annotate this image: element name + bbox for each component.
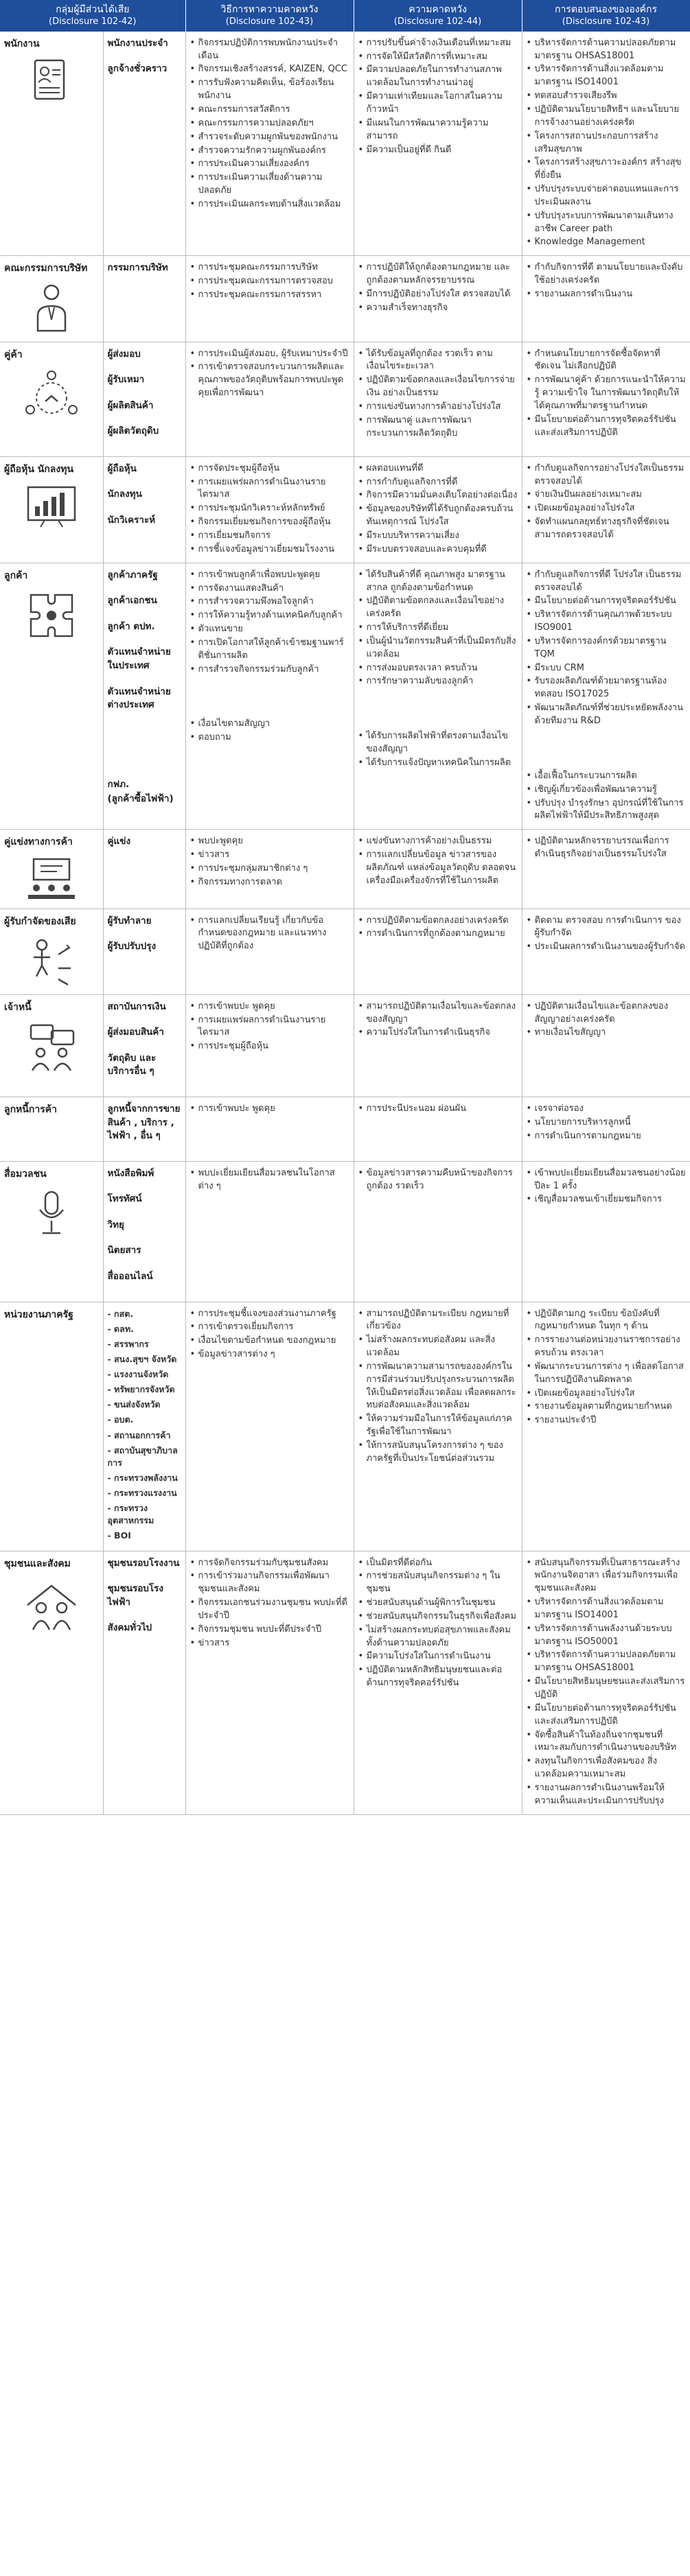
list-item: • เงื่อนไขตามข้อกำหนด ของกฎหมาย [190, 1335, 349, 1348]
list-item: • ได้รับสินค้าที่ดี คุณภาพสูง มาตรฐานสากล ถูกต้องตามข้อกำหนด [358, 569, 518, 595]
list-item: • การกำกับดูแลกิจการที่ดี [358, 476, 518, 489]
subgroup-cell [103, 830, 185, 909]
method-cell [185, 1161, 354, 1302]
list-item: • ไม่สร้างผลกระทบต่อสังคม และสิ่งแวดล้อม [358, 1334, 518, 1360]
list-item: • การปฏิบัติให้ถูกต้องตามกฎหมาย และถูกต้องตามหลักจรรยาบรรณ [358, 261, 518, 288]
subgroup-name: (ลูกค้าซื้อไฟฟ้า) [107, 793, 174, 805]
agency-item: - ทรัพยากรจังหวัด [107, 1384, 175, 1395]
list-item: • บริหารจัดการด้านสิ่งแวดล้อมตามมาตรฐาน ISO14001 [527, 1596, 687, 1622]
method-cell [185, 1551, 354, 1814]
subgroup-name: ผู้ส่งมอบสินค้า [107, 1027, 164, 1038]
table-row [0, 563, 690, 830]
agency-item: - ดลท. [107, 1323, 134, 1334]
subgroup-name: ผู้รับเหมา [107, 374, 145, 386]
subgroup-name: ลูกจ้างชั่วคราว [107, 63, 168, 75]
stakeholder-group-name: ชุมชนและสังคม [4, 1558, 71, 1569]
subgroup-name: ลูกค้า ตปท. [107, 620, 155, 632]
stakeholder-group-cell [0, 32, 103, 256]
list-item: • ผลตอบแทนที่ดี [358, 462, 518, 476]
list-item: • การเข้าตรวจสอบกระบวนการผลิตและ คุณภาพของวัตถุดิบพร้อมการพบปะพูดคุยเพื่อการพัฒนา [190, 361, 349, 400]
subgroup-cell [103, 994, 185, 1097]
list-item: • ปฏิบัติตามเงื่อนไขและข้อตกลงของสัญญาอย่างเคร่งครัด [527, 1000, 687, 1027]
list-item: • พบปะพูดคุย [190, 835, 349, 848]
business-partners-icon [4, 367, 99, 429]
list-item: • รายงานผลการดำเนินงาน [527, 288, 687, 301]
stakeholder-group-cell [0, 909, 103, 994]
method-cell [185, 456, 354, 563]
list-item: • การประชุมผู้ถือหุ้น [190, 1040, 349, 1053]
subgroup-name: ผู้รับปรับปรุง [107, 941, 157, 952]
list-item: • มีนโยบายต่อต้านการทุจริตคอร์รัปชัน และส่งเสริมการปฏิบัติ [527, 414, 687, 440]
expectation-cell [354, 1097, 522, 1162]
stakeholder-group-cell [0, 456, 103, 563]
subgroup-name: วิทยุ [107, 1219, 124, 1230]
customer-puzzle-icon [4, 588, 99, 643]
list-item: • มีนโยบายต่อต้านการทุจริตคอร์รัปชัน [527, 595, 687, 608]
list-item: • รายงานข้อมูลตามที่กฎหมายกำหนด [527, 1401, 687, 1414]
list-item: • มีความโปร่งใสในการดำเนินงาน [358, 1650, 518, 1663]
subgroup-name: ลูกค้าเอกชน [107, 595, 157, 607]
stakeholder-group-cell [0, 1161, 103, 1302]
response-cell [522, 456, 690, 563]
list-item: • ข้อมูลข่าวสารความคืบหน้าของกิจการ ถูกต้อง รวดเร็ว [358, 1167, 518, 1193]
agency-item: - สรรพากร [107, 1338, 149, 1349]
expectation-cell [354, 563, 522, 830]
list-item: • สำรวจระดับความผูกพันของพนักงาน [190, 131, 349, 144]
list-item: • การเยี่ยมชมกิจการ [190, 530, 349, 543]
expectation-cell [354, 342, 522, 456]
list-item: • ให้การสนับสนุนโครงการต่าง ๆ ของภาครัฐที่เป็นประโยชน์ต่อส่วนรวม [358, 1440, 518, 1466]
list-item: • การส่งมอบตรงเวลา ครบถ้วน [358, 662, 518, 675]
table-row [0, 909, 690, 994]
response-cell [522, 1097, 690, 1162]
list-item: • การจัดกิจกรรมร่วมกับชุมชนสังคม [190, 1557, 349, 1570]
list-item: • การแลกเปลี่ยนเรียนรู้ เกี่ยวกับข้อกำหนดของกฎหมาย และแนวทางปฏิบัติที่ถูกต้อง [190, 915, 349, 954]
list-item: • ปฏิบัติตามข้อตกลงและเงื่อนไขการจ่ายเงิน อย่างเป็นธรรม [358, 374, 518, 400]
list-item: • กำกับดูแลกิจการอย่างโปร่งใสเป็นธรรม ตรวจสอบได้ [527, 462, 687, 489]
table-row [0, 342, 690, 456]
header-response: การตอบสนองขององค์กร (Disclosure 102-43) [522, 0, 690, 32]
agency-item: - กระทรวงแรงงาน [107, 1488, 177, 1499]
agency-item: - BOI [107, 1530, 131, 1541]
list-item: • ได้รับการแจ้งปัญหาเทคนิคในการผลิต [358, 757, 518, 770]
table-row [0, 1161, 690, 1302]
list-item: • การดำเนินการตามกฎหมาย [527, 1130, 687, 1143]
list-item: • การเผยแพร่ผลการดำเนินงานรายไตรมาส [190, 1014, 349, 1040]
list-item: • ข่าวสาร [190, 1637, 349, 1650]
method-cell [185, 342, 354, 456]
subgroup-cell [103, 256, 185, 342]
list-item: • มีความปลอดภัยในการทำงานสภาพแวดล้อมในการทำงานน่าอยู่ [358, 64, 518, 90]
list-item: • ให้ความร่วมมือในการให้ข้อมูลแก่ภาครัฐเพื่อใช้ในการพัฒนา [358, 1413, 518, 1439]
list-item: • ปฏิบัติตามหลักสิทธิมนุษยชนและต่อต้านการทุจริตคอร์รัปชัน [358, 1664, 518, 1690]
list-item: • การประชุมคณะกรรมการตรวจสอบ [190, 275, 349, 288]
list-item: • จ่ายเงินปันผลอย่างเหมาะสม [527, 489, 687, 502]
stakeholder-group-name: คู่แข่งทางการค้า [4, 836, 73, 848]
list-item: • บริหารจัดการด้านคุณภาพด้วยระบบ ISO9001 [527, 609, 687, 635]
list-item: • ช่วยสนับสนุนด้านผู้พิการในชุมชน [358, 1597, 518, 1610]
stakeholder-group-cell [0, 994, 103, 1097]
list-item: • มีการปฏิบัติอย่างโปร่งใส ตรวจสอบได้ [358, 288, 518, 301]
list-item: • ปรับปรุงระบบการพัฒนาตามเส้นทางอาชีพ Career path [527, 210, 687, 236]
list-item: • ติดตาม ตรวจสอบ การดำเนินการ ของผู้รับกำจัด [527, 915, 687, 941]
list-item: • เปิดเผยข้อมูลอย่างโปร่งใส [527, 502, 687, 515]
method-cell [185, 32, 354, 256]
expectation-cell [354, 1302, 522, 1551]
list-item: • ประเมินผลการดำเนินงานของผู้รับกำจัด [527, 941, 687, 954]
list-item: • รายงานประจำปี [527, 1414, 687, 1427]
response-cell [522, 1161, 690, 1302]
list-item: • การพัฒนาความสามารถขององค์กรในการมีส่วนร่วมปรับปรุงกระบวนการผลิตให้เป็นมิตรต่อสิ่งแวดล้อม เพื่อลดผลกระทบต่อสังคมและสิ่งแวดล้อม [358, 1361, 518, 1412]
list-item: • ข้อมูลของบริษัทที่ได้รับถูกต้องครบถ้วน ทันเหตุการณ์ โปร่งใส [358, 503, 518, 529]
list-item: • กิจกรรมปฏิบัติการพบพนักงานประจำเดือน [190, 37, 349, 63]
list-item: • มีระบบตรวจสอบและควบคุมที่ดี [358, 543, 518, 557]
list-item: • การให้บริการที่ดีเยี่ยม [358, 622, 518, 635]
subgroup-cell [103, 1551, 185, 1814]
subgroup-name: สถาบันการเงิน [107, 1000, 166, 1012]
waste-recycle-icon [4, 934, 99, 989]
stakeholder-group-name: คณะกรรมการบริษัท [4, 263, 88, 274]
expectation-cell [354, 994, 522, 1097]
list-item: • ปฏิบัติตามข้อตกลงและเงื่อนไขอย่างเคร่งครัด [358, 595, 518, 621]
subgroup-name: สังคมทั่วไป [107, 1622, 152, 1634]
expectation-cell [354, 1551, 522, 1814]
list-item: • เอื้อเฟื้อในกระบวนการผลิต [527, 770, 687, 783]
method-cell [185, 1302, 354, 1551]
list-item: • จัดซื้อสินค้าในท้องถิ่นจากชุมชนที่เหมาะสมกับการดำเนินงานของบริษัท [527, 1729, 687, 1755]
list-item: • ปฏิบัติตามหลักจรรยาบรรณเพื่อการดำเนินธุรกิจอย่างเป็นธรรมโปร่งใส [527, 835, 687, 861]
list-item: • ไม่สร้างผลกระทบต่อสุขภาพและสังคม ทั้งด้านความปลอดภัย [358, 1624, 518, 1650]
list-item: • ข่าวสาร [190, 849, 349, 862]
list-item: • บริหารจัดการด้านพลังงานด้วยระบบมาตรฐาน ISO50001 [527, 1623, 687, 1649]
list-item: • ช่วยสนับสนุนกิจกรรมในธุรกิจเพื่อสังคม [358, 1611, 518, 1624]
subgroup-name: ชุมชนรอบโรงงาน [107, 1557, 180, 1569]
list-item: • สามารถปฏิบัติตามเงื่อนไขและข้อตกลงของสัญญา [358, 1000, 518, 1027]
list-item: • สำรวจความรักความผูกพันองค์กร [190, 145, 349, 158]
response-cell [522, 994, 690, 1097]
list-item: • โครงการสถานประกอบการสร้างเสริมสุขภาพ [527, 130, 687, 156]
list-item: • ความสำเร็จทางธุรกิจ [358, 302, 518, 315]
list-item: • มีระบบ CRM [527, 662, 687, 675]
table-row [0, 256, 690, 342]
subgroup-cell [103, 456, 185, 563]
list-item: • กิจการมีความมั่นคงเติบโตอย่างต่อเนื่อง [358, 489, 518, 502]
stakeholder-group-name: ผู้รับกำจัดของเสีย [4, 915, 76, 927]
subgroup-name: หนังสือพิมพ์ [107, 1167, 154, 1179]
list-item: • การประเมินความเสี่ยงองค์กร [190, 158, 349, 171]
subgroup-name: โทรทัศน์ [107, 1193, 142, 1205]
list-item: • การแลกเปลี่ยนข้อมูล ข่าวสารของผลิตภัณฑ์ แหล่งข้อมูลวัตถุดิบ ตลอดจนเครื่องมือเครื่องจักรที่ใช้ในการผลิต [358, 849, 518, 888]
response-cell [522, 1551, 690, 1814]
list-item: • เจรจาต่อรอง [527, 1103, 687, 1116]
method-cell [185, 1097, 354, 1162]
method-cell [185, 830, 354, 909]
list-item: • การแข่งขันทางการค้าอย่างโปร่งใส [358, 401, 518, 414]
response-cell [522, 342, 690, 456]
expectation-cell [354, 456, 522, 563]
list-item: • การประนีประนอม ผ่อนผัน [358, 1103, 518, 1116]
stakeholder-group-name: สื่อมวลชน [4, 1168, 47, 1180]
list-item: • พบปะเยี่ยมเยียนสื่อมวลชนในโอกาส ต่าง ๆ [190, 1167, 349, 1193]
list-item: • มีความเท่าเทียมและโอกาสในความก้าวหน้า [358, 91, 518, 117]
stakeholder-group-cell [0, 563, 103, 830]
list-item: • การประเมินผลกระทบด้านสิ่งแวดล้อม [190, 198, 349, 211]
expectation-cell [354, 256, 522, 342]
list-item: • การเข้าร่วมงานกิจกรรมเพื่อพัฒนาชุมชนและสังคม [190, 1570, 349, 1596]
agency-item: - สถานอกการค้า [107, 1429, 171, 1440]
subgroup-name: คู่แข่ง [107, 836, 131, 847]
response-cell [522, 256, 690, 342]
list-item: • มีแผนในการพัฒนาความรู้ความสามารถ [358, 117, 518, 143]
list-item: • รับรองผลิตภัณฑ์ด้วยมาตรฐานห้องทดสอบ ISO17025 [527, 675, 687, 701]
list-item: • การชี้แจงข้อมูลข่าวเยี่ยมชมโรงงาน [190, 543, 349, 557]
subgroup-cell [103, 342, 185, 456]
header-stakeholder-group: กลุ่มผู้มีส่วนได้เสีย (Disclosure 102-42) [0, 0, 185, 32]
list-item: • กำกับดูแลกิจการที่ดี โปร่งใส เป็นธรรม ตรวจสอบได้ [527, 569, 687, 595]
board-director-icon [4, 281, 99, 336]
subgroup-name: นิตยสาร [107, 1245, 141, 1256]
list-item: • การประชุมคณะกรรมการสรรหา [190, 289, 349, 302]
list-item: • การสำรวจกิจกรรมร่วมกับลูกค้า [190, 664, 349, 677]
list-item: • การประเมินความเสี่ยงด้านความปลอดภัย [190, 172, 349, 198]
expectation-cell [354, 909, 522, 994]
list-item: • การจัดงานแสดงสินค้า [190, 583, 349, 596]
list-item: • ทดสอบสำรวจเสียงรีพ [527, 90, 687, 103]
list-item: • Knowledge Management [527, 236, 687, 249]
list-item: • การพัฒนาคู่ และการพัฒนากระบวนการผลิตวัตถุดิบ [358, 414, 518, 441]
subgroup-name: ตัวแทนจำหน่ายในประเทศ [107, 646, 171, 671]
agency-item: - แรงงานจังหวัด [107, 1369, 169, 1380]
list-item: • การปฏิบัติตามข้อตกลงอย่างเคร่งครัด [358, 915, 518, 928]
list-item: • ได้รับข้อมูลที่ถูกต้อง รวดเร็ว ตามเงื่อนไขระยะเวลา [358, 348, 518, 374]
subgroup-name: ผู้ส่งมอบ [107, 348, 141, 360]
list-item: • มีนโยบายสิทธิมนุษยชนและส่งเสริมการปฏิบัติ [527, 1676, 687, 1702]
list-item: • การจัดให้มีสวัสดิการที่เหมาะสม [358, 51, 518, 64]
method-cell [185, 563, 354, 830]
list-item: • นโยบายการบริหารลูกหนี้ [527, 1116, 687, 1129]
list-item: • เป็นมิตรที่ดีต่อกัน [358, 1557, 518, 1570]
list-item: • เปิดเผยข้อมูลอย่างโปร่งใส [527, 1387, 687, 1401]
list-item: • พัฒนาผลิตภัณฑ์ที่ช่วยประหยัดพลังงานด้วยทีมงาน R&D [527, 702, 687, 728]
subgroup-name: ผู้รับทำลาย [107, 915, 152, 926]
employee-document-icon [4, 56, 99, 104]
list-item: • พัฒนากระบวนการต่าง ๆ เพื่อลดโอกาสในการปฏิบัติงานผิดพลาด [527, 1361, 687, 1387]
subgroup-cell [103, 1097, 185, 1162]
list-item: • การพัฒนาคู่ค้า ด้วยการแนะนำให้ความรู้ ความเข้าใจ ในการพัฒนาวัตถุดิบให้ได้คุณภาพที่มาตรฐานกำหนด [527, 374, 687, 413]
agency-item: - กสต. [107, 1308, 134, 1319]
list-item: • สามารถปฏิบัติตามระเบียบ กฎหมายที่เกี่ยวข้อง [358, 1308, 518, 1334]
list-item: • โครงการสร้างสุขภาวะองค์กร สร้างสุขที่ยั่งยืน [527, 156, 687, 183]
expectation-cell [354, 1161, 522, 1302]
list-item: • การจัดประชุมผู้ถือหุ้น [190, 462, 349, 476]
list-item: • รายงานผลการดำเนินงานพร้อมให้ความเห็นและประเมินการปรับปรุง [527, 1782, 687, 1808]
table-row [0, 1097, 690, 1162]
list-item: • การดำเนินการที่ถูกต้องตามกฎหมาย [358, 928, 518, 941]
stakeholder-group-cell [0, 1551, 103, 1814]
method-cell [185, 994, 354, 1097]
stakeholder-group-name: หน่วยงานภาครัฐ [4, 1309, 73, 1320]
stakeholder-group-cell [0, 1302, 103, 1551]
list-item: • การประชุมชี้แจงของส่วนงานภาครัฐ [190, 1308, 349, 1321]
list-item: • การรับฟังความคิดเห็น, ข้อร้องเรียนพนักงาน [190, 77, 349, 103]
list-item: • การเข้าตรวจเยี่ยมกิจการ [190, 1321, 349, 1334]
list-item: • การเข้าพบปะ พูดคุย [190, 1000, 349, 1014]
response-cell [522, 1302, 690, 1551]
stakeholder-group-name: ลูกหนี้การค้า [4, 1104, 57, 1116]
expectation-cell [354, 830, 522, 909]
stakeholder-group-cell [0, 256, 103, 342]
list-item: • การประชุมกลุ่มสมาชิกต่าง ๆ [190, 863, 349, 876]
list-item: • คณะกรรมการความปลอดภัยฯ [190, 117, 349, 130]
response-cell [522, 563, 690, 830]
agency-item: - สนง.สุขฯ จังหวัด [107, 1353, 177, 1364]
subgroup-name: ลูกหนี้จากการขายสินค้า , บริการ , ไฟฟ้า , อื่น ๆ [107, 1103, 181, 1142]
list-item: • เชิญสื่อมวลชนเข้าเยี่ยมชมกิจการ [527, 1193, 687, 1206]
list-item: • การให้ความรู้ทางด้านเทคนิคกับลูกค้า [190, 609, 349, 622]
table-row [0, 994, 690, 1097]
stakeholder-group-name: พนักงาน [4, 38, 40, 49]
list-item: • กิจกรรมทางการตลาด [190, 876, 349, 889]
list-item: • กำหนดนโยบายการจัดซื้อจัดหาที่ชัดเจน ไม่เลือกปฏิบัติ [527, 348, 687, 374]
list-item: • การรักษาความลับของลูกค้า [358, 675, 518, 688]
subgroup-name: พนักงานประจำ [107, 37, 168, 49]
list-item: • การประชุมคณะกรรมการบริษัท [190, 261, 349, 274]
subgroup-name: กฟภ. [107, 778, 130, 790]
table-row [0, 1302, 690, 1551]
subgroup-name: กรรมการบริษัท [107, 262, 168, 274]
stakeholder-group-cell [0, 1097, 103, 1162]
subgroup-cell [103, 1302, 185, 1551]
list-item: • บริหารจัดการด้านความปลอดภัยตามมาตรฐาน OHSAS18001 [527, 1649, 687, 1675]
agency-item: - กระทรวงอุตสาหกรรม [107, 1503, 154, 1526]
list-item: • บริหารจัดการด้านสิ่งแวดล้อมตามมาตรฐาน ISO14001 [527, 63, 687, 89]
agency-item: - สถาบันสุขาภิบาลการ [107, 1444, 178, 1468]
response-cell [522, 909, 690, 994]
subgroup-name: ชุมชนรอบโรงไฟฟ้า [107, 1583, 163, 1608]
list-item: • บริหารจัดการองค์กรด้วยมาตรฐาน TQM [527, 635, 687, 661]
subgroup-cell [103, 563, 185, 830]
list-item: • การประเมินผู้ส่งมอบ, ผู้รับเหมาประจำปี [190, 348, 349, 361]
list-item: • ข้อมูลข่าวสารต่าง ๆ [190, 1348, 349, 1361]
list-item: • กิจกรรมเยี่ยมชมกิจการของผู้ถือหุ้น [190, 516, 349, 529]
list-item: • กำกับกิจการที่ดี ตามนโยบายและบังคับใช้อย่างเคร่งครัด [527, 261, 687, 288]
list-item: • ปฏิบัติตามกฎ ระเบียบ ข้อบังคับที่กฎหมายกำหนด ในทุก ๆ ด้าน [527, 1308, 687, 1334]
header-expectation: ความคาดหวัง (Disclosure 102-44) [354, 0, 522, 32]
list-item: • เงื่อนไขตามสัญญา [190, 718, 349, 731]
list-item: • เชิญผู้เกี่ยวข้องเพื่อพัฒนาความรู้ [527, 784, 687, 797]
subgroup-name: ผู้ผลิตสินค้า [107, 399, 154, 411]
creditor-chat-icon [4, 1020, 99, 1075]
community-people-icon [4, 1576, 99, 1638]
list-item: • คณะกรรมการสวัสดิการ [190, 104, 349, 117]
table-body [0, 32, 690, 1814]
list-item: • เป็นผู้นำนวัตกรรมสินค้าที่เป็นมิตรกับสิ่งแวดล้อม [358, 635, 518, 661]
subgroup-name: ลูกค้าภาครัฐ [107, 569, 158, 581]
subgroup-name: วัตถุดิบ และบริการอื่น ๆ [107, 1052, 157, 1077]
response-cell [522, 830, 690, 909]
list-item: • การสำรวจความพึงพอใจลูกค้า [190, 596, 349, 609]
subgroup-name: ผู้ผลิตวัตถุดิบ [107, 425, 159, 437]
agency-item: - กระทรวงพลังงาน [107, 1472, 178, 1483]
list-item: • แข่งขันทางการค้าอย่างเป็นธรรม [358, 835, 518, 848]
subgroup-cell [103, 1161, 185, 1302]
stakeholder-group-cell [0, 342, 103, 456]
subgroup-name: ผู้ถือหุ้น [107, 462, 137, 474]
stakeholder-group-name: ผู้ถือหุ้น นักลงทุน [4, 463, 74, 475]
list-item: • จัดทำแผนกลยุทธ์ทางธุรกิจที่ชัดเจนสามารถตรวจสอบได้ [527, 516, 687, 542]
list-item: • ปฏิบัติตามนโยบายสิทธิฯ และนโยบายการจ้างงานอย่างเคร่งครัด [527, 104, 687, 130]
table-header-row [0, 0, 690, 32]
list-item: • การเปิดโอกาสให้ลูกค้าเข้าชมฐานพาร์ติชั่นการผลิต [190, 637, 349, 663]
list-item: • การช่วยสนับสนุนกิจกรรมต่าง ๆ ในชุมชน [358, 1570, 518, 1596]
list-item: • ทายเงื่อนไขสัญญา [527, 1027, 687, 1040]
list-item: • การรายงานต่อหน่วยงานราชการอย่างครบถ้วน ตรงเวลา [527, 1334, 687, 1360]
list-item: • เข้าพบปะเยี่ยมเยียนสื่อมวลชนอย่างน้อยปีละ 1 ครั้ง [527, 1167, 687, 1193]
subgroup-cell [103, 909, 185, 994]
list-item: • ปรับปรุง บำรุงรักษา อุปกรณ์ที่ใช้ในการผลิตไฟฟ้าให้มีประสิทธิภาพสูงสุด [527, 797, 687, 823]
competitor-meeting-icon [4, 855, 99, 903]
subgroup-name: นักวิเคราะห์ [107, 514, 156, 526]
stakeholder-group-name: ลูกค้า [4, 570, 28, 581]
subgroup-name: ตัวแทนจำหน่ายต่างประเทศ [107, 686, 171, 711]
list-item: • การปรับขึ้นค่าจ้างเงินเดือนที่เหมาะสม [358, 37, 518, 50]
list-item: • กิจกรรมเอกชนร่วมงานชุมชน พบปะที่ดี ประจำปี [190, 1597, 349, 1623]
list-item: • ตอบถาม [190, 731, 349, 745]
stakeholder-group-name: คู่ค้า [4, 349, 23, 360]
subgroup-name: สื่อออนไลน์ [107, 1270, 153, 1282]
list-item: • การประชุมนักวิเคราะห์หลักทรัพย์ [190, 502, 349, 515]
list-item: • ตัวแทนขาย [190, 623, 349, 636]
media-microphone-icon [4, 1186, 99, 1241]
list-item: • มีนโยบายต่อต้านการทุจริตคอร์รัปชัน และส่งเสริมการปฏิบัติ [527, 1702, 687, 1729]
method-cell [185, 256, 354, 342]
agency-item: - อบต. [107, 1414, 134, 1425]
method-cell [185, 909, 354, 994]
list-item: • การเผยแพร่ผลการดำเนินงานรายไตรมาส [190, 476, 349, 502]
list-item: • สนับสนุนกิจกรรมที่เป็นสาธารณะสร้างพนักงานจิตอาสา เพื่อร่วมกิจกรรมเพื่อชุมชนและสังคม [527, 1557, 687, 1596]
list-item: • การเข้าพบลูกค้าเพื่อพบปะพูดคุย [190, 569, 349, 582]
list-item: • ความโปร่งใสในการดำเนินธุรกิจ [358, 1027, 518, 1040]
list-item: • มีความเป็นอยู่ที่ดี กินดี [358, 144, 518, 157]
list-item: • บริหารจัดการด้านความปลอดภัยตามมาตรฐาน OHSAS18001 [527, 37, 687, 63]
list-item: • กิจกรรมชุมชน พบปะที่ดีประจำปี [190, 1624, 349, 1637]
list-item: • มีระบบบริหารความเสี่ยง [358, 530, 518, 543]
list-item: • การเข้าพบปะ พูดคุย [190, 1103, 349, 1116]
table-row [0, 456, 690, 563]
list-item: • กิจกรรมเชิงสร้างสรรค์, KAIZEN, QCC [190, 63, 349, 76]
table-row [0, 32, 690, 256]
table-row [0, 830, 690, 909]
stakeholder-group-name: เจ้าหนี้ [4, 1001, 32, 1013]
stakeholder-group-cell [0, 830, 103, 909]
response-cell [522, 32, 690, 256]
list-item: • ได้รับการผลิตไฟฟ้าที่ตรงตามเงื่อนไขของสัญญา [358, 730, 518, 756]
agency-item: - ขนส่งจังหวัด [107, 1399, 161, 1410]
table-row [0, 1551, 690, 1814]
list-item: • ลงทุนในกิจการเพื่อสังคมของ สิ่งแวดล้อมความเหมาะสม [527, 1755, 687, 1781]
list-item: • ปรับปรุงระบบจ่ายค่าตอบแทนและการประเมินผลงาน [527, 183, 687, 209]
expectation-cell [354, 32, 522, 256]
subgroup-cell [103, 32, 185, 256]
subgroup-name: นักลงทุน [107, 489, 142, 500]
header-method: วิธีการหาความคาดหวัง (Disclosure 102-43) [185, 0, 354, 32]
investor-chart-icon [4, 482, 99, 530]
